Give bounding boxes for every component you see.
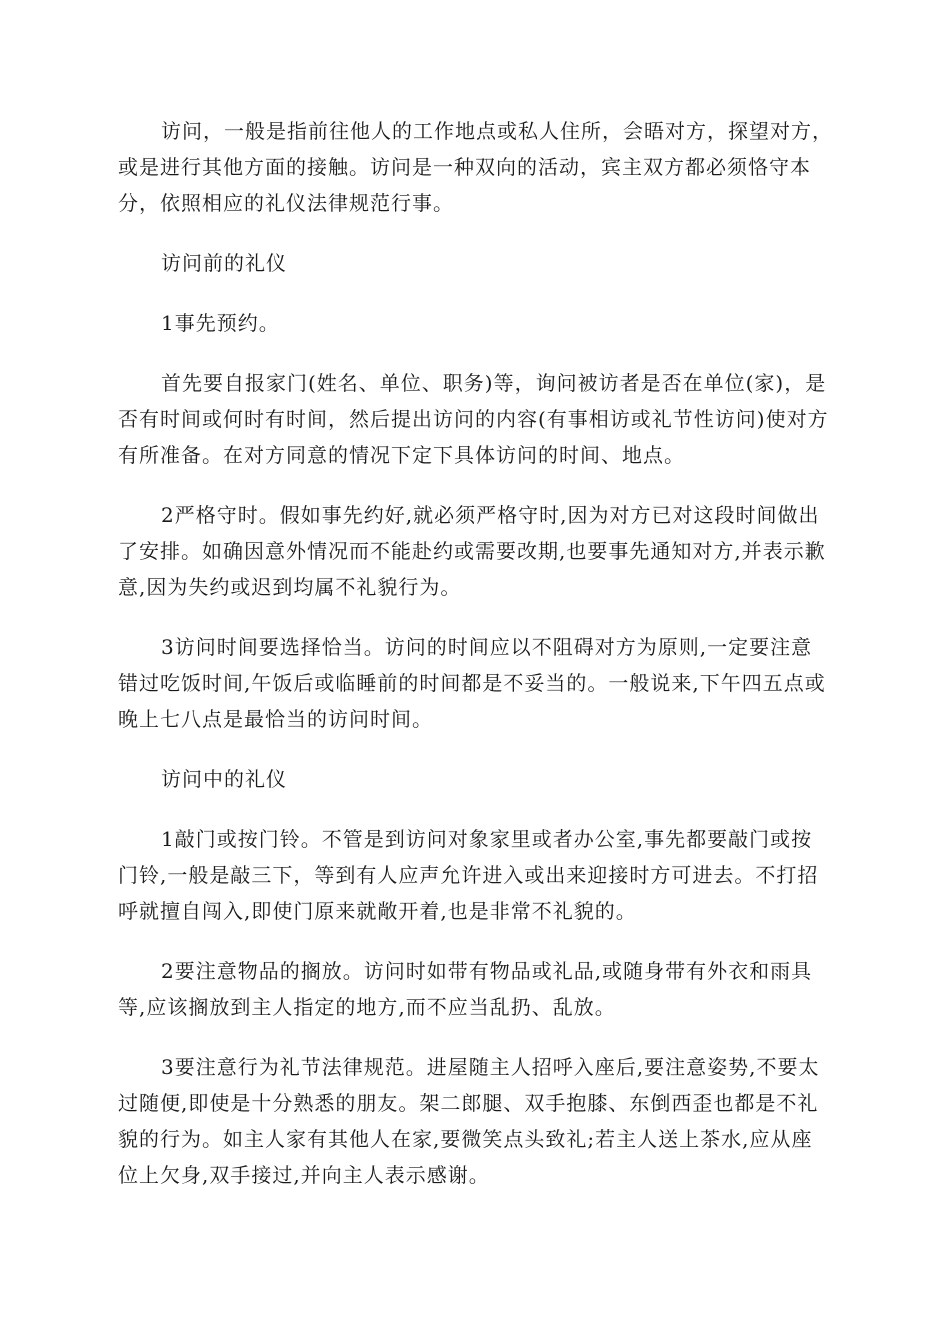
paragraph-appointment-detail: 首先要自报家门(姓名、单位、职务)等，询问被访者是否在单位(家)，是否有时间或何时有时间，然后提出访问的内容(有事相访或礼节性访问)使对方有所准备。在对方同意的情况下定下具体访问的时间、地点。 xyxy=(118,371,829,467)
paragraph-item-placement: 2要注意物品的搁放。访问时如带有物品或礼品,或随身带有外衣和雨具等,应该搁放到主人指定的地方,而不应当乱扔、乱放。 xyxy=(118,959,813,1019)
paragraph-knock-door: 1敲门或按门铃。不管是到访问对象家里或者办公室,事先都要敲门或按门铃,一般是敲三下，等到有人应声允许进入或出来迎接时方可进去。不打招呼就擅自闯入,即使门原来就敞开着,也是非常不礼貌的。 xyxy=(118,827,819,923)
paragraph-punctuality: 2严格守时。假如事先约好,就必须严格守时,因为对方已对这段时间做出了安排。如确因意外情况而不能赴约或需要改期,也要事先通知对方,并表示歉意,因为失约或迟到均属不礼貌行为。 xyxy=(118,503,826,599)
document-body xyxy=(118,113,833,1217)
paragraph-visit-time: 3访问时间要选择恰当。访问的时间应以不阻碍对方为原则,一定要注意错过吃饭时间,午饭后或临睡前的时间都是不妥当的。一般说来,下午四五点或晚上七八点是最恰当的访问时间。 xyxy=(118,635,826,731)
paragraph-behavior-etiquette: 3要注意行为礼节法律规范。进屋随主人招呼入座后,要注意姿势,不要太过随便,即使是十分熟悉的朋友。架二郎腿、双手抱膝、东倒西歪也都是不礼貌的行为。如主人家有其他人在家,要微笑点头致礼;若主人送上茶水,应从座位上欠身,双手接过,并向主人表示感谢。 xyxy=(118,1055,820,1187)
section-heading-during-visit: 访问中的礼仪 xyxy=(161,767,287,791)
paragraph-appointment-title: 1事先预约。 xyxy=(161,311,280,335)
section-heading-before-visit: 访问前的礼仪 xyxy=(161,251,287,275)
paragraph-intro: 访问，一般是指前往他人的工作地点或私人住所，会晤对方，探望对方，或是进行其他方面的接触。访问是一种双向的活动，宾主双方都必须恪守本分，依照相应的礼仪法律规范行事。 xyxy=(118,119,833,215)
